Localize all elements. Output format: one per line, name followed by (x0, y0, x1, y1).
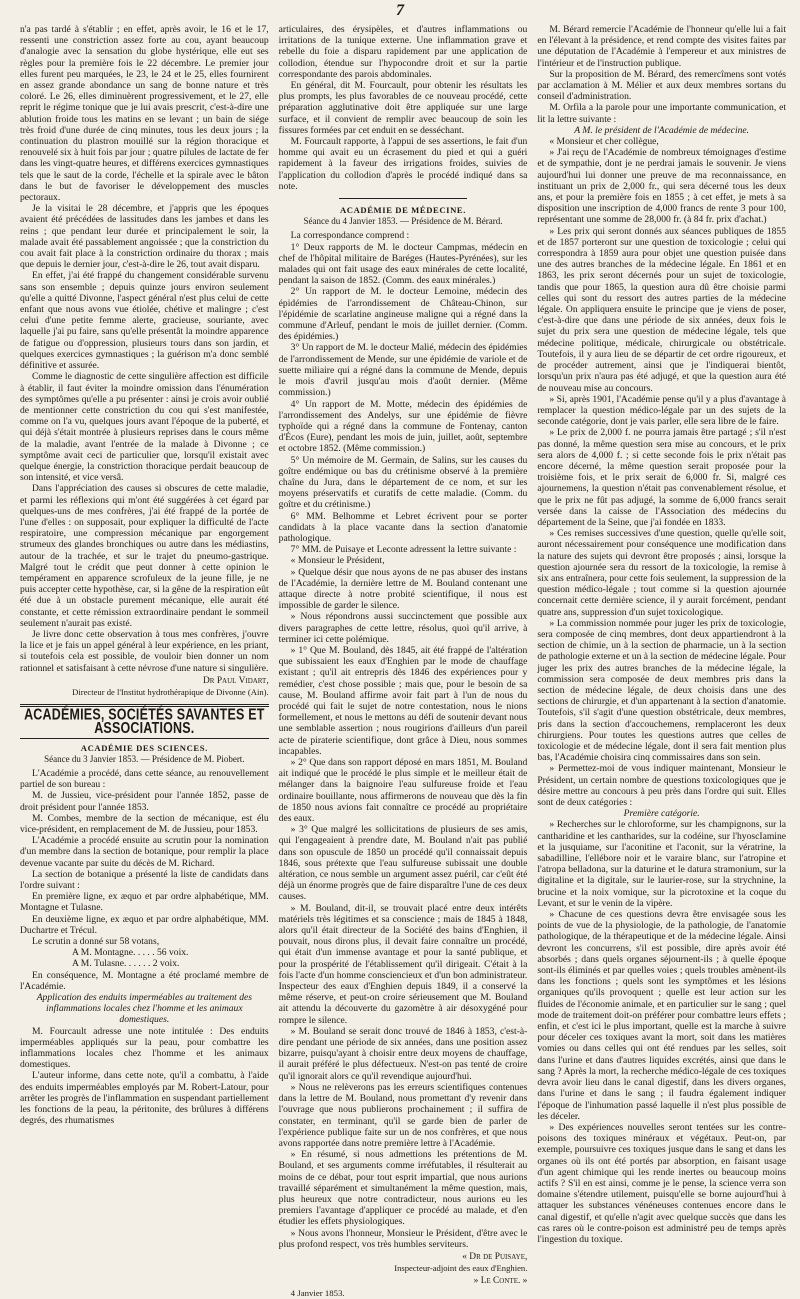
paragraph: » Quelque désir que nous ayons de ne pas abuser des instans de l'Académie, la dernière lettre de M. Bouland contenant une attaque directe à notre probité scientifique, il nous est impossible de garder le silence. (278, 566, 528, 612)
paragraph: » Des expériences nouvelles seront tentées sur les contre-poisons des toxiques minéraux et végétaux. Peut-on, par exemple, poursuivre ces toxiques jusque dans le sang et dans les organes où ils ont été portés par absorption, en faisant usage d'un agent chimique qui les rende inertes ou beaucoup moins actifs ? S'il en est ainsi, comme je le pense, la science verra son domaine s'étendre utilement, puisqu'elle se borne aujourd'hui à attaquer les substances vénéneuses contenues encore dans le canal digestif, et qu'elle n'agit avec quelque succès que dans les cas rares où le contre-poison est administré peu de temps après l'ingestion du toxique. (537, 1121, 787, 1245)
category-title: Première catégorie. (623, 808, 700, 820)
divider (20, 738, 269, 739)
paragraph: » M. Bouland se serait donc trouvé de 1846 à 1853, c'est-à-dire pendant une période de six années, dans une position assez bizarre, puisqu'ayant à choisir entre deux moyens de chauffage, il aurait préféré le plus défectueux. N'est-on pas tenté de croire qu'il ignorait alors ce qu'il revendique aujourd'hui. (278, 1025, 528, 1082)
divider (339, 198, 468, 199)
paragraph: » 3° Que malgré les sollicitations de plusieurs de ses amis, qui l'engageaient à prendre date, M. Bouland n'ait pas publié dans son opuscule de 1850 un procédé qu'il connaissait depuis 1846, sous prétexte que l'eau sulfureuse subissait une double altération, ce nous semble un argument assez puéril, car c'eût été déjà un énorme progrès que de faire disparaître l'une de ces deux causes. (278, 824, 528, 903)
paragraph: « Monsieur le Président, (290, 555, 385, 567)
session-line: Séance du 4 Janvier 1853. — Présidence de M. Bérard. (303, 216, 503, 227)
list-item: 1° Deux rapports de M. le docteur Campmas, médecin en chef de l'hôpital militaire de Baréges (Hautes-Pyrénées), sur les malades qui ont fait usage des eaux minérales de cette localité, pendant la saison de 1852. (Comm. des eaux minérales.) (278, 241, 528, 287)
paragraph: Sur la proposition de M. Bérard, des remercîmens sont votés par acclamation à M. Mélier et aux deux membres sortans du conseil d'administration. (537, 68, 787, 103)
list-item: 4° Un rapport de M. Motte, médecin des épidémies de l'arrondissement des Andelys, sur une épidémie de fièvre typhoïde qui a régné dans la commune de Fontenay, canton d'Écos (Eure), pendant les mois de juin, juillet, août, septembre et octobre 1852. (Même commission.) (278, 398, 528, 455)
paragraph: articulaires, des érysipèles, et d'autres inflammations ou irritations de la tunique externe. Une inflammation grave et rebelle du foie a disparu rapidement par une application de collodion, étendue sur l'hypocondre droit et sur la partie correspondante des parois abdominales. (278, 24, 528, 80)
paragraph: Dans l'appréciation des causes si obscures de cette maladie, et parmi les réflexions qui m'ont été suggérées à cet égard par quelques-uns de mes confrères, j'ai été frappé de la portée de l'une d'elles : on supposait, pour expliquer la difficulté de l'acte respiratoire, une compression mécanique par engorgement strumeux des glandes bronchiques ou autre dans les médiastins, autour de la trachée, et sur le trajet du pneumo-gastrique. Malgré tout le crédit que peut donner à cette opinion le tempérament en apparence scrofuleux de la jeune fille, je ne puis accepter cette hypothèse, car, si la gêne de la respiration eût été due à un obstacle purement mécanique, elle aurait été constante, et cette rémission extraordinaire pendant le sommeil seulement n'aurait pas existé. (20, 483, 269, 629)
paragraph: » Ces remises successives d'une question, quelle qu'elle soit, auront nécessairement pour conséquence une modification dans la nature des sujets qui devront être proposés ; ainsi, lorsque la question ajournée sera du ressort de la toxicologie, la remise à six ans entraînera, pour cette fois seulement, la suppression de la question médico-légale ; tout comme si la question ajournée concernait cette dernière science, il y aurait forcément, pendant quatre ans, suppression d'un sujet toxicologique. (537, 528, 787, 618)
page-number: 7 (396, 2, 404, 19)
paragraph: En première ligne, ex æquo et par ordre alphabétique, MM. Montagne et Tulasne. (20, 891, 269, 914)
paragraph: » En résumé, si nous admettions les prétentions de M. Bouland, et ses arguments comme irréfutables, il résulterait au moins de ce débat, pour tout esprit impartial, que nous aurions travaillé séparément et simultanément la même question, mais, plus heureux que notre contradicteur, nous aurions eu les premiers l'avantage d'appliquer ce procédé au malade, et d'en étudier les effets physiologiques. (278, 1149, 528, 1228)
column-2 (278, 24, 528, 1298)
paragraph: » Les prix qui seront donnés aux séances publiques de 1855 et de 1857 porteront sur une question de toxicologie ; celui qui correspondra à 1859 aura pour objet une question puisée dans une des autres branches de la médecine légale. En 1861 et en 1863, les prix seront décernés pour un sujet de toxicologie, tandis que pour 1865, la question aura dû être choisie parmi celles qui sont du ressort des autres parties de la médecine légale. On appliquera ensuite le principe que je viens de poser, c'est-à-dire que dans une période de six années, deux fois le sujet du prix sera une question de médecine légale, tels que médecine politique, médicale, chirurgicale ou obstétricale. Toutefois, il y aura lieu de se départir de cet ordre rigoureux, et de procéder autrement, ainsi que je l'indiquerai bientôt, lorsqu'un prix n'aura pas été adjugé, et que la question aura été de nouveau mise au concours. (537, 225, 787, 394)
paragraph: » M. Bouland, dit-il, se trouvait placé entre deux intérêts matériels très légitimes et sa conscience ; mais de 1845 à 1848, alors qu'il était directeur de la Société des bains d'Enghien, il pouvait, nous dirons plus, il devait faire connaître un procédé, qui était d'un immense avantage et pour la santé publique, et pour la prospérité de l'établissement qu'il dirigeait. C'était à la fois l'acte d'un homme consciencieux et d'un bon administrateur. Inspecteur des eaux d'Enghien depuis 1849, il a conservé la même réserve, et peut-on croire sérieusement que M. Bouland ait attendu la découverte du gazomètre à air désoxygéné pour rompre le silence. (278, 902, 528, 1026)
date: 4 Janvier 1853. (290, 1287, 345, 1298)
paragraph: Comme le diagnostic de cette singulière affection est difficile à établir, il faut éviter la moindre omission dans l'énumération des symptômes qu'elle a pu présenter : ainsi je crois avoir oublié de mentionner cette constriction du cou qui s'est manifestée, comme on l'a vu, quelques jours avant l'époque de la puberté, et qui déjà s'était montrée à plusieurs reprises dans le cours même de la maladie, avant l'entrée de la malade à Divonne ; ce symptôme avait ceci de particulier que, lorsqu'il existait avec quelque énergie, la constriction thoracique perdait beaucoup de son intensité, et vice versâ. (20, 371, 269, 484)
paragraph: La section de botanique a présenté la liste de candidats dans l'ordre suivant : (20, 868, 269, 892)
paragraph: M. Combes, membre de la section de mécanique, est élu vice-président, en remplacement de M. de Jussieu, pour 1853. (20, 812, 269, 836)
paragraph: Le scrutin a donné sur 58 votans, (32, 936, 160, 948)
column-1 (20, 24, 269, 1127)
paragraph: » Permettez-moi de vous indiquer maintenant, Monsieur le Président, un certain nombre de questions toxicologiques que je désire mettre au concours à peu près dans l'ordre qui suit. Elles sont de deux catégories : (537, 763, 787, 809)
column-3 (537, 24, 787, 1245)
subsection-title: Application des enduits imperméables au traitement des inflammations locales chez l'homme et les animaux domestiques. (36, 992, 252, 1026)
academy-heading: ACADÉMIE DE MÉDECINE. (340, 205, 466, 216)
paragraph: » Si, après 1901, l'Académie pense qu'il y a plus d'avantage à remplacer la question médico-légale par un des sujets de la seconde catégorie, dont je vais parler, elle sera libre de le faire. (537, 393, 787, 428)
paragraph: Je la visitai le 28 décembre, et j'appris que les époques avaient été précédées de lassitudes dans les jambes et dans les reins ; que pendant leur durée et principalement le soir, la malade avait été passablement angoissée ; que la constriction du cou avait fait place à la constriction ordinaire du thorax ; mais que depuis le dernier jour, c'est-à-dire le 26, tout avait disparu. (20, 203, 269, 271)
vote-line: A M. Montagne. . . . . 56 voix. (72, 947, 189, 959)
session-line: Séance du 3 Janvier 1853. — Présidence de M. Piobert. (44, 753, 245, 764)
paragraph: M. Orfila a la parole pour une importante communication, et lit la lettre suivante : (537, 102, 787, 125)
signature: « Dr de Puisaye, (462, 1251, 528, 1262)
signature-title: Directeur de l'Institut hydrothérapique de Divonne (Ain). (72, 686, 269, 697)
paragraph: La correspondance comprend : (290, 230, 410, 242)
paragraph: » 2° Que dans son rapport déposé en mars 1851, M. Bouland ait indiqué que le procédé le plus simple et le meilleur était de mélanger dans la baignoire l'eau sulfureuse froide et l'eau ordinaire bouillante, nous affirmerons de nouveau que dès la fin de 1850 nous avions fait connaître ce procédé au propriétaire des eaux. (278, 757, 528, 825)
paragraph: En général, dit M. Fourcault, pour obtenir les résultats les plus prompts, les plus favorables de ce nouveau procédé, cette préparation agglutinative doit être appliquée sur une large surface, et il convient de remplir avec beaucoup de soin les fissures formées par cet enduit en se desséchant. (278, 80, 528, 136)
paragraph: M. Bérard remercie l'Académie de l'honneur qu'elle lui a fait en l'élevant à la présidence, et rend compte des visites faites par une députation de l'Académie à l'empereur et aux ministres de l'intérieur et de l'instruction publique. (537, 24, 787, 69)
paragraph: » 1° Que M. Bouland, dès 1845, ait été frappé de l'altération que subissaient les eaux d'Enghien par le mode de chauffage existant ; qu'il ait entrepris dès 1846 des expériences pour y remédier, c'est chose possible ; mais que, pour le besoin de sa cause, M. Bouland affirme avoir fait part à l'un de nous du procédé qui fait le sujet de notre contestation, nous le nions formellement, et nous le mettons au défi de soutenir devant nous une semblable assertion ; nous rougirions d'ailleurs d'un pareil acte de piraterie scientifique, dont grâce à Dieu, nous sommes incapables. (278, 644, 528, 757)
signature-title: Inspecteur-adjoint des eaux d'Enghien. (394, 1263, 528, 1274)
paragraph: En effet, j'ai été frappé du changement considérable survenu sans son ensemble ; depuis quinze jours environ seulement qu'elle a quitté Divonne, l'aspect général n'est plus celui de cette enfant que nous avons vue étiolée, chétive et malingre ; c'est celui d'une petite femme alerte, gracieuse, souriante, avec laquelle j'ai pu faire, sans qu'elle présentât la moindre apparence de fatigue ou d'oppression, plusieurs tours dans son jardin, et quelques exercices gymnastiques ; la guérison m'a donc semblé définitive et assurée. (20, 270, 269, 372)
paragraph: M. Fourcault adresse une note intitulée : Des enduits imperméables appliqués sur la peau, pour combattre les inflammations locales chez l'homme et les animaux domestiques. (20, 1025, 269, 1071)
paragraph: » La commission nommée pour juger les prix de toxicologie, sera composée de cinq membres, dont deux appartiendront à la section de chimie, un à la section de pharmacie, un à la section de pathologie externe et un à la section de médecine légale. Pour juger les prix des autres branches de la médecine légale, la commission sera composée de deux membres pris dans la section de médecine légale, de deux choisis dans une des sections de chirurgie, et d'un appartenant à la section d'anatomie. Toutefois, s'il s'agit d'une question obstétricale, deux membres, pris dans la section d'accouchemens, remplaceront les deux chirurgiens. Pour toutes les questions autres que celles de toxicologie et de médecine légale, dont il sera fait mention plus bas, l'Académie choisira cinq commissaires dans son sein. (537, 617, 787, 764)
paragraph: » J'ai reçu de l'Académie de nombreux témoignages d'estime et de sympathie, dont je ne perdrai jamais le souvenir. Je viens aujourd'hui lui donner une preuve de ma reconnaissance, en instituant un prix de 2,000 fr., qui sera décerné tous les deux ans, et pour la première fois en 1855 ; à cet effet, je mets à sa disposition une inscription de 4,000 francs de rente 3 pour 100, représentant une somme de 28,000 fr. (à 84 fr. prix d'achat.) (537, 147, 787, 226)
paragraph: » Nous ne relèverons pas les erreurs scientifiques contenues dans la lettre de M. Bouland, nous promettant d'y revenir dans l'ouvrage que nous publierons prochainement ; il suffira de constater, en terminant, qu'il se garde bien de parler de l'expérience publique faite sur un de nos confrères, et que nous avons rapportée dans notre première lettre à l'Académie. (278, 1081, 528, 1149)
paragraph: En deuxième ligne, ex æquo et par ordre alphabétique, MM. Duchartre et Trécul. (20, 913, 269, 936)
paragraph: M. de Jussieu, vice-président pour l'année 1852, passe de droit président pour l'année 1853. (20, 790, 269, 813)
paragraph: L'Académie a procédé ensuite au scrutin pour la nomination d'un membre dans la section de botanique, pour remplir la place devenue vacante par suite du décès de M. Richard. (20, 835, 269, 869)
paragraph: L'auteur informe, dans cette note, qu'il a combattu, à l'aide des enduits imperméables employés par M. Robert-Latour, pour arrêter les progrès de l'inflammation en suspendant partiellement les fonctions de la peau, la péritonite, des brûlures à différens degrés, des rhumatismes (20, 1070, 269, 1127)
paragraph: » Recherches sur le chloroforme, sur les champignons, sur la cantharidine et les cantharides, sur la codéine, sur l'hyoscIamine et la jusquiame, sur l'aconitine et l'aconit, sur la vératrine, la sabadilline, l'ellébore noir et le varaire blanc, sur l'atropine et l'atropa belladona, sur la daturine et le datura stramonium, sur la digitaline et la digitale, sur le laurier-rose, sur la strychnine, la brucine et la noix vomique, sur la picrotoxine et la coque du Levant, et sur le venin de la vipère. (537, 819, 787, 909)
list-item: 3° Un rapport de M. le docteur Malié, médecin des épidémies de l'arrondissement de Mende, sur une épidémie de variole et de suette miliaire qui a régné dans la commune de Mende, depuis le mois d'avril jusqu'au mois d'août dernier. (Même commission.) (278, 342, 528, 399)
academy-heading: ACADÉMIE DES SCIENCES. (80, 742, 208, 753)
list-item: 5° Un mémoire de M. Germain, de Salins, sur les causes du goître endémique ou bas du crétinisme observé à la première chaîne du Jura, dans le département de ce nom, et sur les moyens préservatifs et curatifs de cette maladie. (Comm. du goître et du crétinisme.) (278, 454, 528, 511)
letter-salutation: A M. le président de l'Académie de médecine. (574, 124, 750, 136)
list-item: 7° MM. de Puisaye et Leconte adressent la lettre suivante : (290, 544, 517, 556)
section-title: ACADÉMIES, SOCIÉTÉS SAVANTES ET ASSOCIATIONS. (24, 705, 265, 738)
paragraph: » Nous répondrons aussi succinctement que possible aux divers paragraphes de cette lettre, résolus, quoi qu'il arrive, à terminer ici cette polémique. (278, 611, 528, 645)
paragraph: En conséquence, M. Montagne a été proclamé membre de l'Académie. (20, 969, 269, 992)
paragraph: Je livre donc cette observation à tous mes confrères, j'ouvre la lice et je fais un appel général à leur expérience, en les priant, si toutefois cela est possible, de vouloir bien donner un nom rationnel et satisfaisant à cette névrose d'une nature si singulière. (20, 628, 269, 674)
paragraph: » Le prix de 2,000 f. ne pourra jamais être partagé ; s'il n'est pas donné, la même question sera mise au concours, et le prix sera alors de 4,000 f. ; si cette seconde fois le prix n'était pas encore décerné, la même question serait proposée pour la troisième fois, et le prix serait de 6,000 fr. Si, malgré ces ajournemens, la question n'était pas convenablement résolue, et que le prix ne fût pas adjugé, la somme de 6,000 francs serait versée dans la caisse de l'Association des médecins du département de la Seine, que j'ai fondée en 1833. (537, 427, 787, 528)
paragraph: n'a pas tardé à s'établir ; en effet, après avoir, le 16 et le 17, ressenti une constriction assez forte au cou, ayant beaucoup d'analogie avec la sensation du globe hystérique, elle eut ses règles pour la première fois le 22 décembre. Le premier jour elles furent peu marquées, le 23, le 24 et le 25, elles fournirent en assez grande abondance un sang de bonne nature et très coloré. Le 26, elles diminuèrent progressivement, et le 27, elle reprit le régime tonique que je lui avais prescrit, c'est-à-dire une ablution froide tous les matins en se levant ; un bain de siége très froid d'une durée de cinq minutes, tous les deux jours ; la continuation du plastron mouillé sur la région thoracique et renouvelé six à huit fois par jour ; quatre pilules de lactate de fer dans les vingt-quatre heures, et différens exercices gymnastiques tels que le saut de la corde, l'échelle et la spirale avec le bâton dans le but de favoriser le développement des muscles pectoraux. (20, 24, 269, 204)
paragraph: » Nous avons l'honneur, Monsieur le Président, d'être avec le plus profond respect, vos très humbles serviteurs. (278, 1227, 528, 1250)
vote-line: A M. Tulasne. . . . . . 2 voix. (72, 958, 180, 970)
signature: Dr Paul Vidart, (203, 675, 269, 686)
list-item: 6° MM. Belhomme et Lebret écrivent pour se porter candidats à la place vacante dans la section d'anatomie pathologique. (278, 510, 528, 544)
paragraph: » Chacune de ces questions devra être envisagée sous les points de vue de la physiologie, de la pathologie, de l'anatomie pathologique, de la thérapeutique et de la médecine légale. Ainsi devront les concurrens, s'il est possible, dire après avoir été absorbés ; dans quels organes séjournent-ils ; à quelle époque sont-ils éliminés et par quelles voies ; quels troubles amènent-ils dans les fonctions ; quels sont les symptômes et les lésions organiques qu'ils provoquent ; quelle est leur action sur les fluides de l'économie animale, et en particulier sur le sang ; quel mode de traitement doit-on préférer pour combattre leurs effets ; enfin, et c'est ici le plus important, quelle est la marche à suivre pour déceler ces toxiques avant la mort, soit dans les matières vomies ou dans celles qui ont été rendues par les selles, soit dans l'urine et dans d'autres liquides excrétés, ainsi que dans le sang ? Après la mort, la recherche médico-légale de ces toxiques devra avoir lieu dans le canal digestif, dans les divers organes, dans l'urine et dans le sang ; il faudra également indiquer l'époque de l'inhumation passé laquelle il n'est plus possible de les déceler. (537, 909, 787, 1122)
columns (20, 24, 787, 1298)
paragraph: L'Académie a procédé, dans cette séance, au renouvellement partiel de son bureau : (20, 768, 269, 791)
paragraph: « Monsieur et cher collègue, (549, 136, 659, 148)
signature: » Le Conte. » (473, 1276, 528, 1287)
list-item: 2° Un rapport de M. le docteur Lemoine, médecin des épidémies de l'arrondissement de Château-Chinon, sur l'épidémie de scarlatine angineuse maligne qui a régné dans la commune d'Arleuf, pendant le mois de juillet dernier. (Comm. des épidémies.) (278, 286, 528, 343)
paragraph: M. Fourcault rapporte, à l'appui de ses assertions, le fait d'un homme qui avait eu un écrasement du pied et qui a guéri rapidement à la faveur des irrigations froides, suivies de l'application du collodion d'après le procédé indiqué dans sa note. (278, 136, 528, 192)
